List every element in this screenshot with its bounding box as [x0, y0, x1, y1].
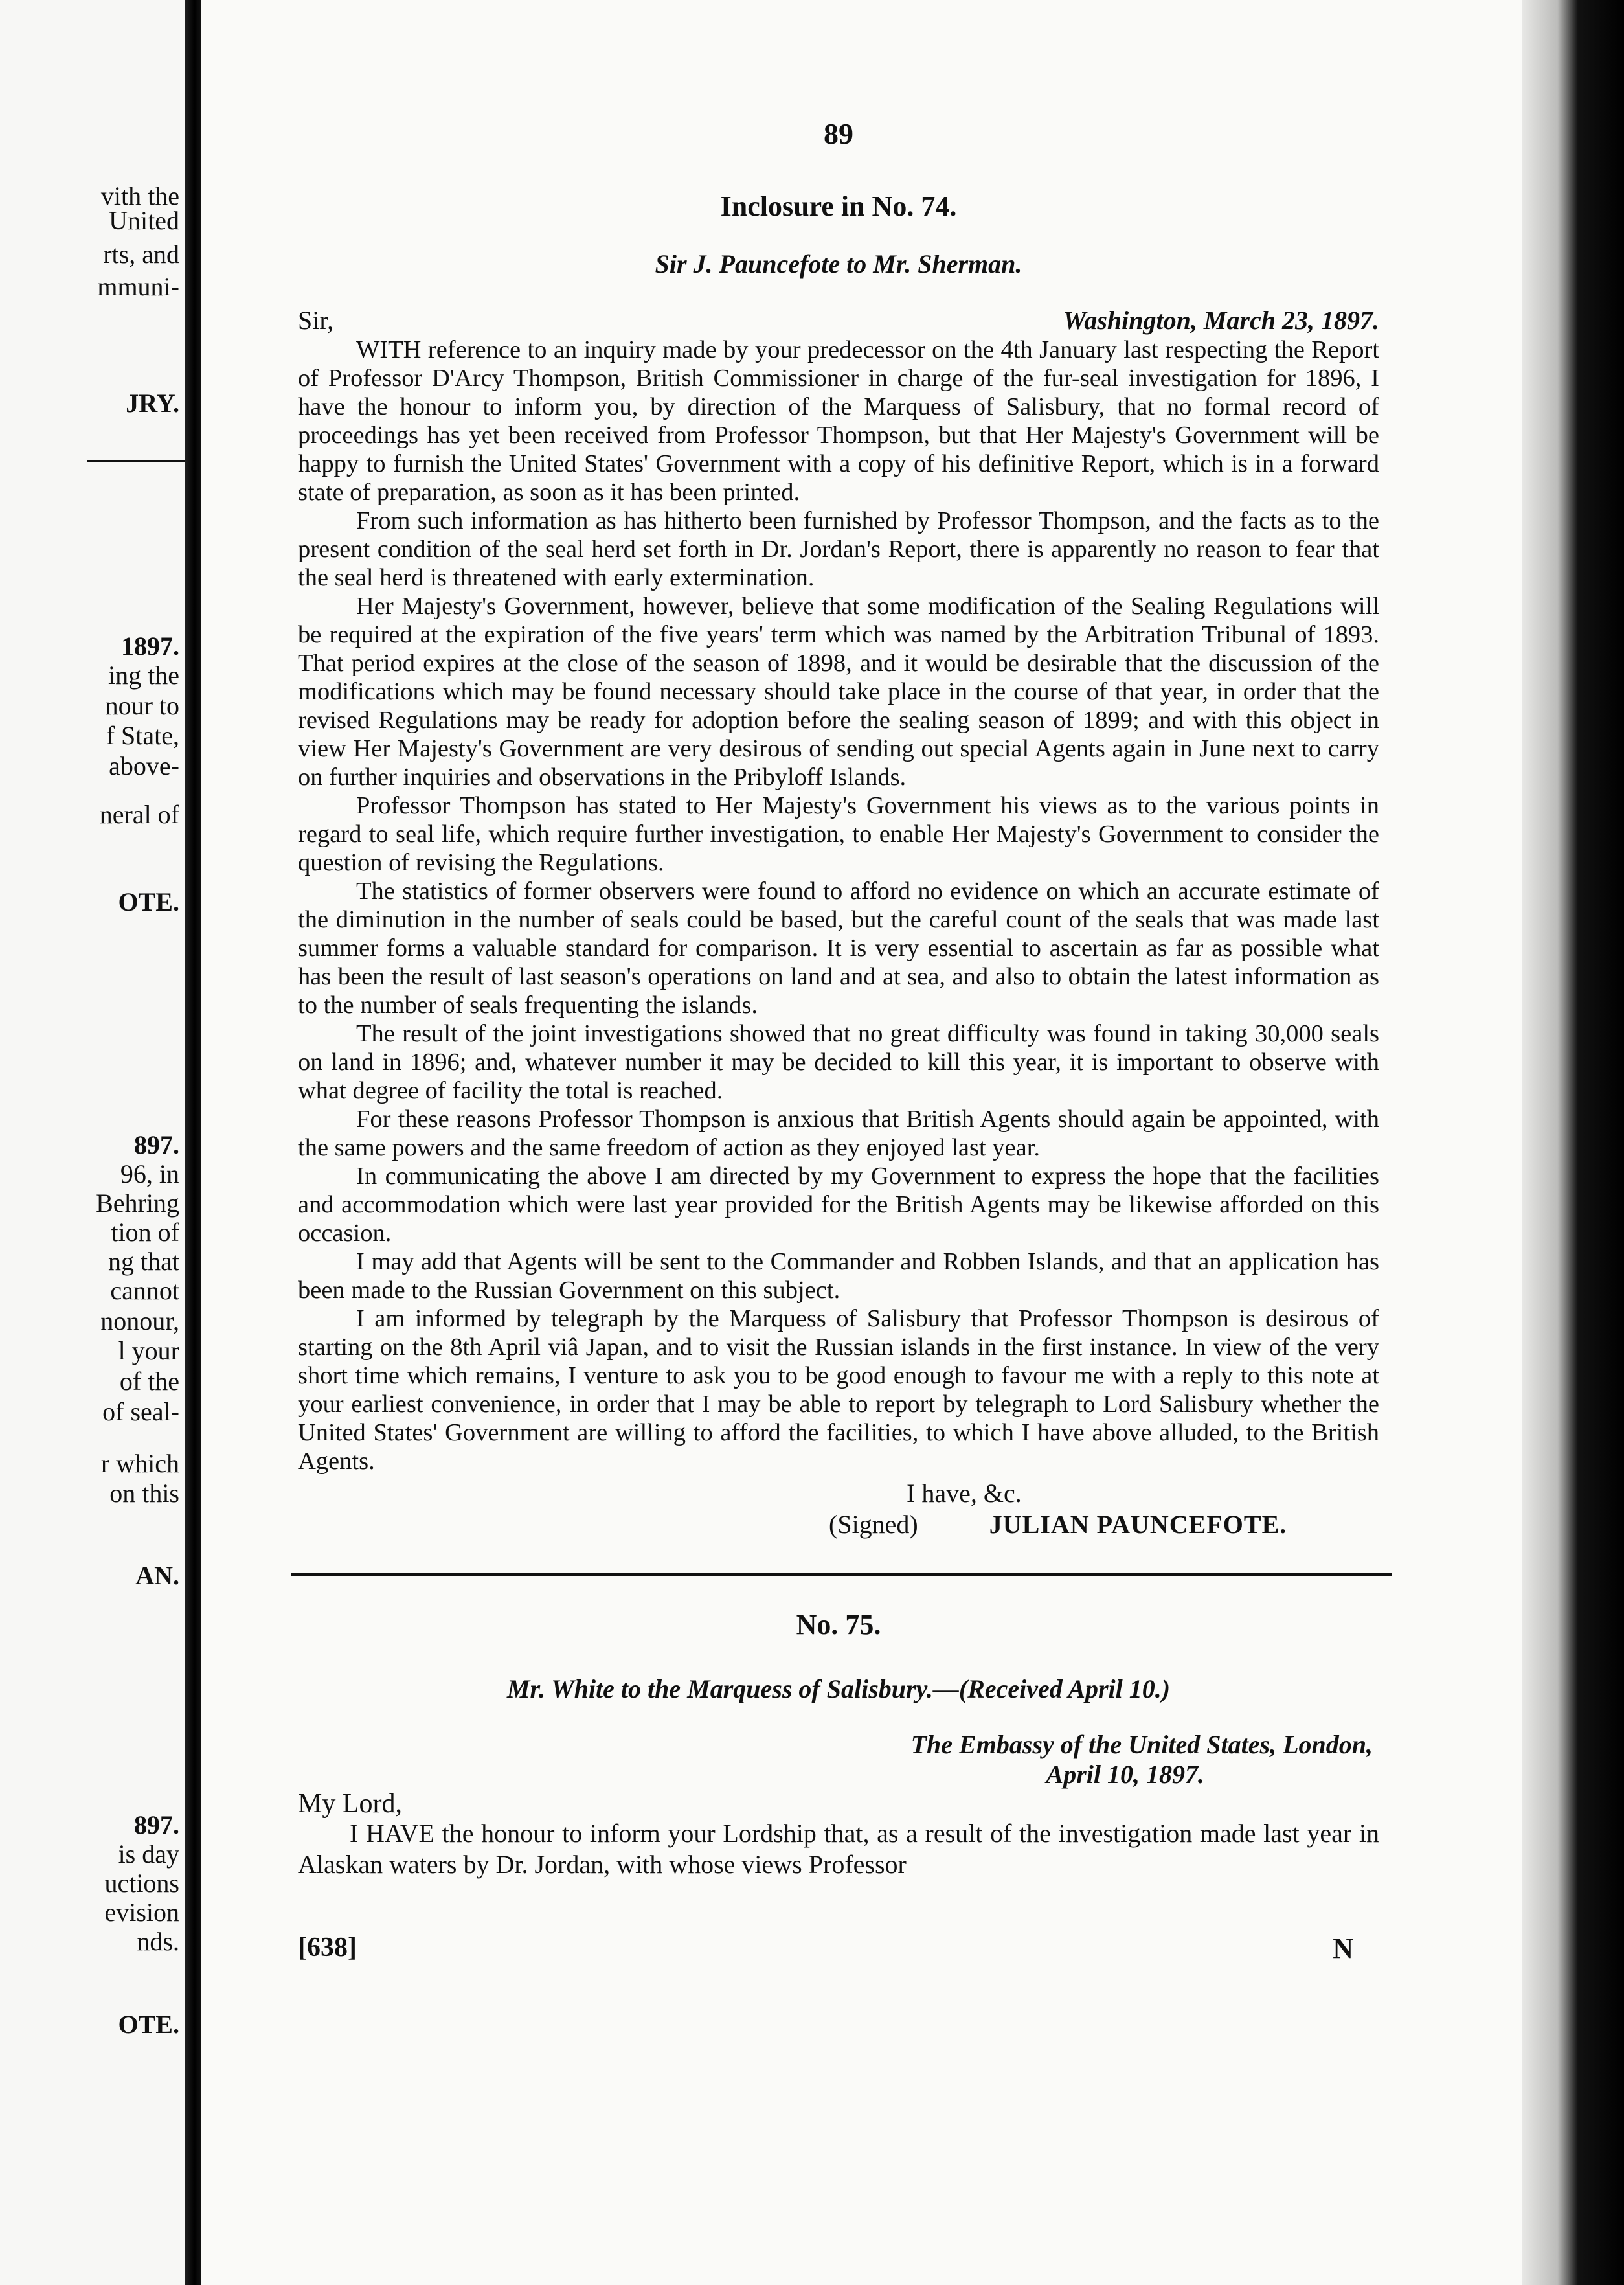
paragraph: In communicating the above I am directed by my Government to express the hope that the facilities and accommodation which were last year provided for the British Agents may be likewise afforded on this occasion.	[298, 1163, 1379, 1247]
paragraph: WITH reference to an inquiry made by your predecessor on the 4th January last respecting the Report of Professor D'Arcy Thompson, British Commissioner in charge of the fur-seal investigation for 1896, I have the honour to inform you, by direction of the Marquess of Salisbury, that no formal record of proceedings has yet been received from Professor Thompson, but that Her Majesty's Government will be happy to furnish the United States' Government with a copy of his definitive Report, which is in a forward state of preparation, as soon as it has been printed.	[298, 336, 1379, 506]
left-page-fragment: vith the	[100, 181, 179, 210]
letter-body	[298, 335, 1379, 1475]
left-page-fragment: 897.	[134, 1130, 179, 1159]
left-page-fragment: neral of	[99, 800, 179, 829]
signature-block	[298, 1509, 1379, 1540]
book-gutter	[185, 0, 201, 2285]
letter-date: April 10, 1897.	[1046, 1760, 1204, 1789]
left-page-fragment: nds.	[137, 1927, 179, 1956]
left-page-fragment: f State,	[106, 721, 179, 750]
left-page-fragment: cannot	[110, 1276, 179, 1305]
left-page-fragment: tion of	[111, 1218, 179, 1247]
page-edge-shadow	[1522, 0, 1624, 2285]
signature-letter: N	[1333, 1933, 1353, 1964]
letter-title-text: Mr. White to the Marquess of Salisbury.	[506, 1674, 933, 1703]
left-page-fragment: 897.	[134, 1810, 179, 1839]
left-page-fragment: nonour,	[100, 1306, 179, 1336]
paragraph: The statistics of former observers were found to afford no evidence on which an accurate estimate of the diminution in the number of seals could be based, but the careful count of the seals that was made last summer forms a valuable standard for comparison. It is very essential to ascertain as far as possible what has been the result of last season's operations on land and at sea, and also to obtain the latest information as to the number of seals frequenting the islands.	[298, 878, 1379, 1019]
received-note: —(Received April 10.)	[932, 1674, 1171, 1703]
left-page-rule	[87, 460, 185, 462]
left-page-fragment: mmuni-	[97, 272, 179, 301]
letter-body	[298, 1818, 1379, 1880]
paragraph: Her Majesty's Government, however, believe that some modification of the Sealing Regulations will be required at the expiration of the five years' term which was named by the Arbitration Tribunal of 1893. That period expires at the close of the season of 1898, and it would be desirable that the discussion of the modifications which may be found necessary should take place in the course of that year, in order that the revised Regulations may be ready for adoption before the sealing season of 1899; and with this object in view Her Majesty's Government are very desirous of sending out special Agents again in June next to carry on further inquiries and observations in the Pribyloff Islands.	[298, 593, 1379, 791]
paragraph: The result of the joint investigations showed that no great difficulty was found in taking 30,000 seals on land in 1896; and, whatever number it may be decided to kill this year, it is important to observe with what degree of facility the total is reached.	[298, 1020, 1379, 1104]
left-page-fragment: 96, in	[120, 1159, 179, 1188]
left-page-fragment: uctions	[104, 1869, 179, 1898]
left-page-fragment: of the	[119, 1367, 179, 1396]
signature: JULIAN PAUNCEFOTE.	[989, 1510, 1287, 1539]
salutation: My Lord,	[298, 1789, 402, 1819]
left-page-fragment: of seal-	[102, 1397, 179, 1426]
adjacent-page-strip	[0, 0, 185, 2285]
letter-dateline	[298, 305, 1379, 335]
left-page-fragment: nour to	[105, 691, 179, 720]
embassy-line: The Embassy of the United States, London,	[910, 1730, 1373, 1759]
inclosure-heading: Inclosure in No. 74.	[720, 190, 957, 222]
paragraph: I may add that Agents will be sent to the Commander and Robben Islands, and that an application has been made to the Russian Government on this subject.	[298, 1248, 1379, 1304]
left-page-fragment: rts, and	[103, 240, 179, 269]
letter-closing	[298, 1478, 1379, 1540]
left-page-fragment: Behring	[96, 1188, 179, 1218]
left-page-fragment: evision	[104, 1898, 179, 1927]
salutation: Sir,	[298, 306, 334, 335]
page-footer	[298, 1932, 1379, 1965]
paragraph: I am informed by telegraph by the Marquess of Salisbury that Professor Thompson is desirous of starting on the 8th April viâ Japan, and to visit the Russian islands in the first instance. In view of the very short time which remains, I venture to ask you to be good enough to favour me with a reply to this note at your earliest convenience, in order that I may be able to report by telegraph to Lord Salisbury whether the United States' Government are willing to afford the facilities, to which I have above alluded, to the British Agents.	[298, 1305, 1379, 1475]
left-page-fragment: AN.	[135, 1561, 179, 1590]
left-page-fragment: r which	[100, 1449, 179, 1478]
paragraph: For these reasons Professor Thompson is anxious that British Agents should again be appointed, with the same powers and the same freedom of action as they enjoyed last year.	[298, 1106, 1379, 1161]
place-date: Washington, March 23, 1897.	[1063, 306, 1379, 335]
letter-title	[298, 1674, 1379, 1704]
left-page-fragment: l your	[118, 1336, 179, 1365]
left-page-fragment: United	[109, 206, 179, 235]
letter-title: Sir J. Pauncefote to Mr. Sherman.	[655, 249, 1022, 279]
paragraph: From such information as has hitherto been furnished by Professor Thompson, and the facts as to the present condition of the seal herd set forth in Dr. Jordan's Report, there is apparently no reason to fear that the seal herd is threatened with early extermination.	[298, 507, 1379, 591]
closing-formula: I have, &c.	[907, 1479, 1022, 1508]
letter-address	[298, 1730, 1379, 1790]
left-page-fragment: on this	[109, 1479, 179, 1508]
left-page-fragment: above-	[109, 751, 179, 780]
paragraph: Professor Thompson has stated to Her Majesty's Government his views as to the various points in regard to seal life, which require further investigation, to enable Her Majesty's Government to consider the question of revising the Regulations.	[298, 792, 1379, 876]
page-content	[298, 117, 1379, 1965]
left-page-fragment: OTE.	[118, 887, 179, 916]
left-page-fragment: ng that	[108, 1247, 179, 1276]
left-page-fragment: JRY.	[126, 389, 179, 418]
print-number: [638]	[298, 1933, 357, 1962]
page-number: 89	[824, 117, 853, 150]
left-page-fragment: OTE.	[118, 2010, 179, 2039]
section-divider	[291, 1573, 1392, 1576]
signed-label: (Signed)	[829, 1510, 918, 1539]
left-page-fragment: ing the	[108, 661, 179, 690]
paragraph: I HAVE the honour to inform your Lordship that, as a result of the investigation made last year in Alaskan waters by Dr. Jordan, with whose views Professor	[298, 1819, 1379, 1879]
document-number-heading: No. 75.	[796, 1609, 881, 1641]
left-page-fragment: 1897.	[121, 631, 179, 661]
left-page-fragment: is day	[118, 1839, 179, 1869]
document-page	[201, 0, 1522, 2285]
